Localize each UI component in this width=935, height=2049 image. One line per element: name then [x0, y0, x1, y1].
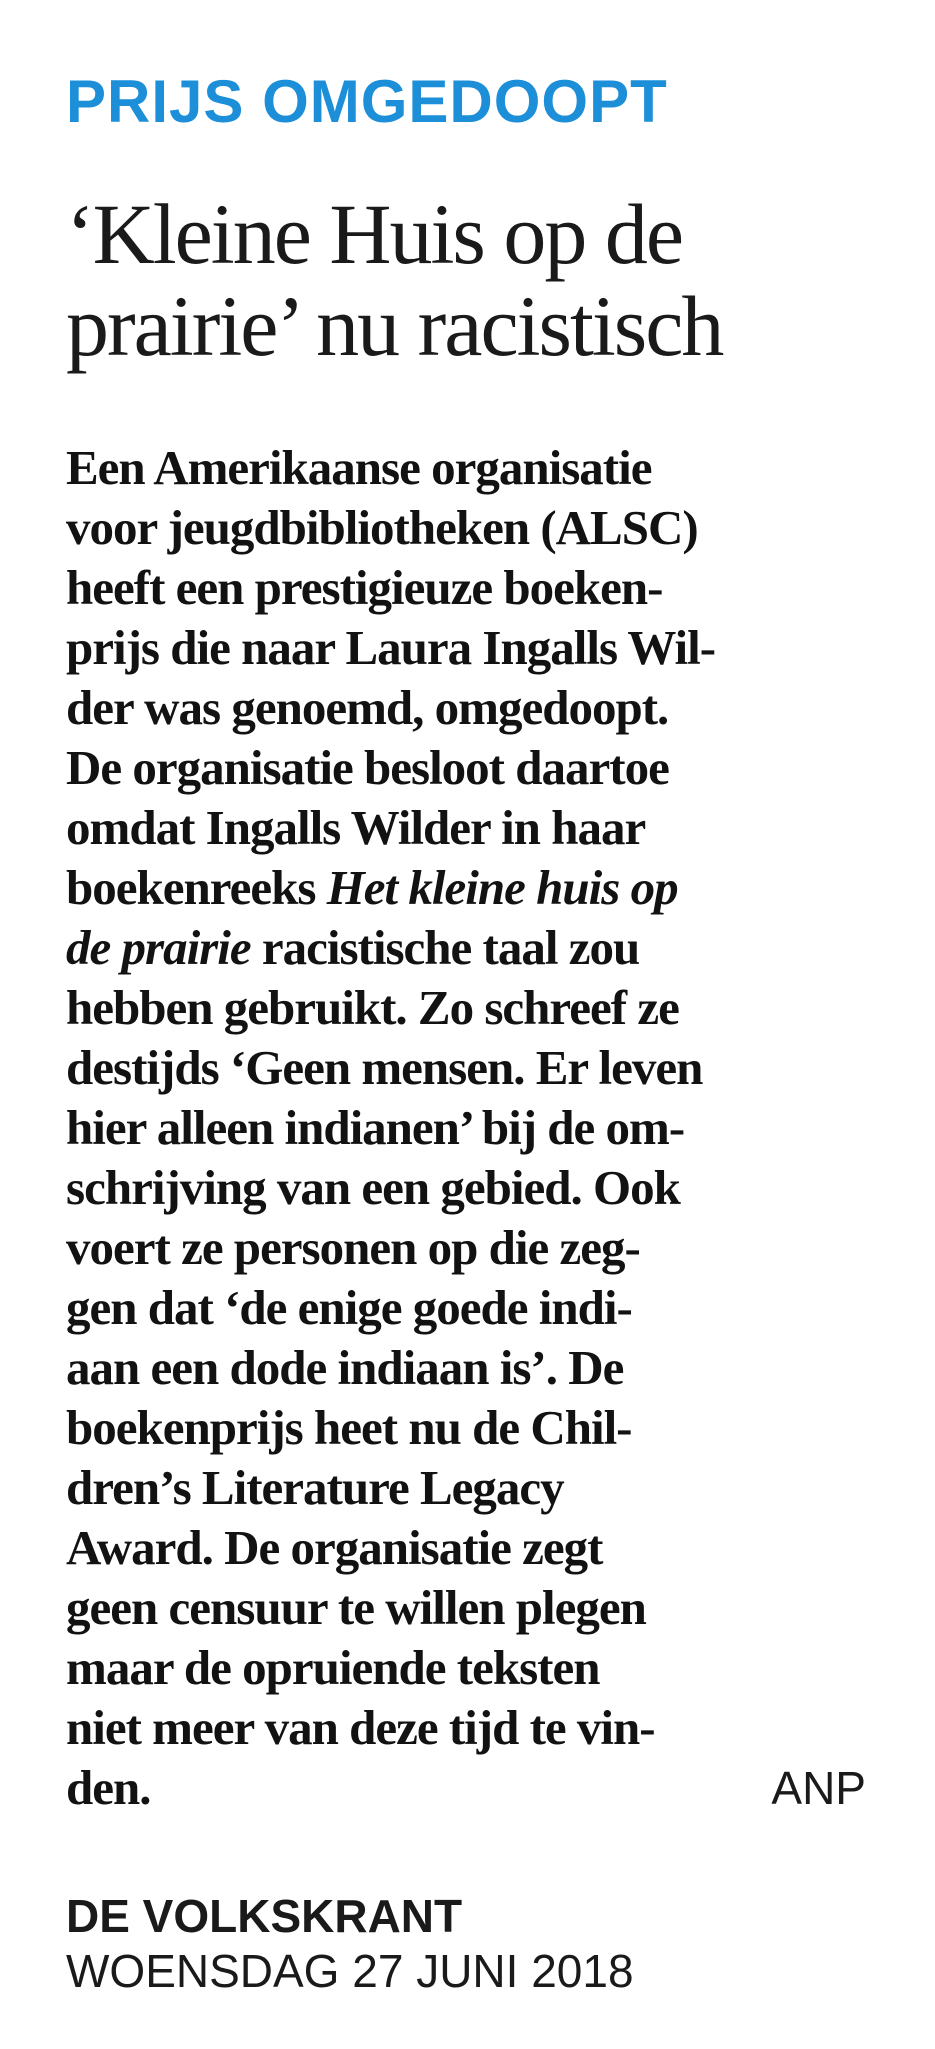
body-line-5: der was genoemd, omgedoopt. — [66, 680, 669, 735]
body-line-8 — [66, 858, 866, 918]
body-line-6: De organisatie besloot daartoe — [66, 740, 669, 795]
body-line-1: Een Amerikaanse organisatie — [66, 440, 652, 495]
body-line-16: aan een dode indiaan is’. De — [66, 1340, 624, 1395]
newspaper-name: DE VOLKSKRANT — [66, 1890, 463, 1942]
body-line-8-text: boekenreeks — [66, 860, 327, 915]
article-kicker: PRIJS OMGEDOOPT — [66, 68, 668, 135]
agency-credit: ANP — [771, 1762, 866, 1814]
body-line-4: prijs die naar Laura Ingalls Wil- — [66, 620, 716, 675]
publication-date: WOENSDAG 27 JUNI 2018 — [66, 1945, 634, 1997]
body-line-14: voert ze personen op die zeg- — [66, 1220, 640, 1275]
body-line-12: hier alleen indianen’ bij de om- — [66, 1100, 685, 1155]
body-line-3: heeft een prestigieuze boeken- — [66, 560, 663, 615]
book-title-part-2: de prairie — [66, 920, 251, 975]
body-line-10: hebben gebruikt. Zo schreef ze — [66, 980, 679, 1035]
body-line-9 — [66, 918, 866, 978]
headline-line-1: ‘Kleine Huis op de — [66, 186, 683, 282]
body-line-7: omdat Ingalls Wilder in haar — [66, 800, 646, 855]
body-line-19: Award. De organisatie zegt — [66, 1520, 603, 1575]
body-line-15: gen dat ‘de enige goede indi- — [66, 1280, 632, 1335]
body-line-21: maar de opruiende teksten — [66, 1640, 600, 1695]
body-line-17: boekenprijs heet nu de Chil- — [66, 1400, 632, 1455]
body-line-13: schrijving van een gebied. Ook — [66, 1160, 680, 1215]
body-line-11: destijds ‘Geen mensen. Er leven — [66, 1040, 703, 1095]
body-line-23-text: den. — [66, 1760, 151, 1815]
body-line-2: voor jeugdbibliotheken (ALSC) — [66, 500, 698, 555]
article-headline — [66, 188, 722, 372]
body-line-20: geen censuur te willen plegen — [66, 1580, 646, 1635]
body-line-18: dren’s Literature Legacy — [66, 1460, 564, 1515]
body-line-22: niet meer van deze tijd te vin- — [66, 1700, 655, 1755]
body-line-23 — [66, 1758, 866, 1818]
headline-line-2: prairie’ nu racistisch — [66, 278, 723, 374]
book-title-part-1: Het kleine huis op — [326, 860, 678, 915]
article-body — [66, 438, 866, 1818]
body-line-9-text: racistische taal zou — [250, 920, 640, 975]
page-footer — [66, 1890, 634, 2000]
